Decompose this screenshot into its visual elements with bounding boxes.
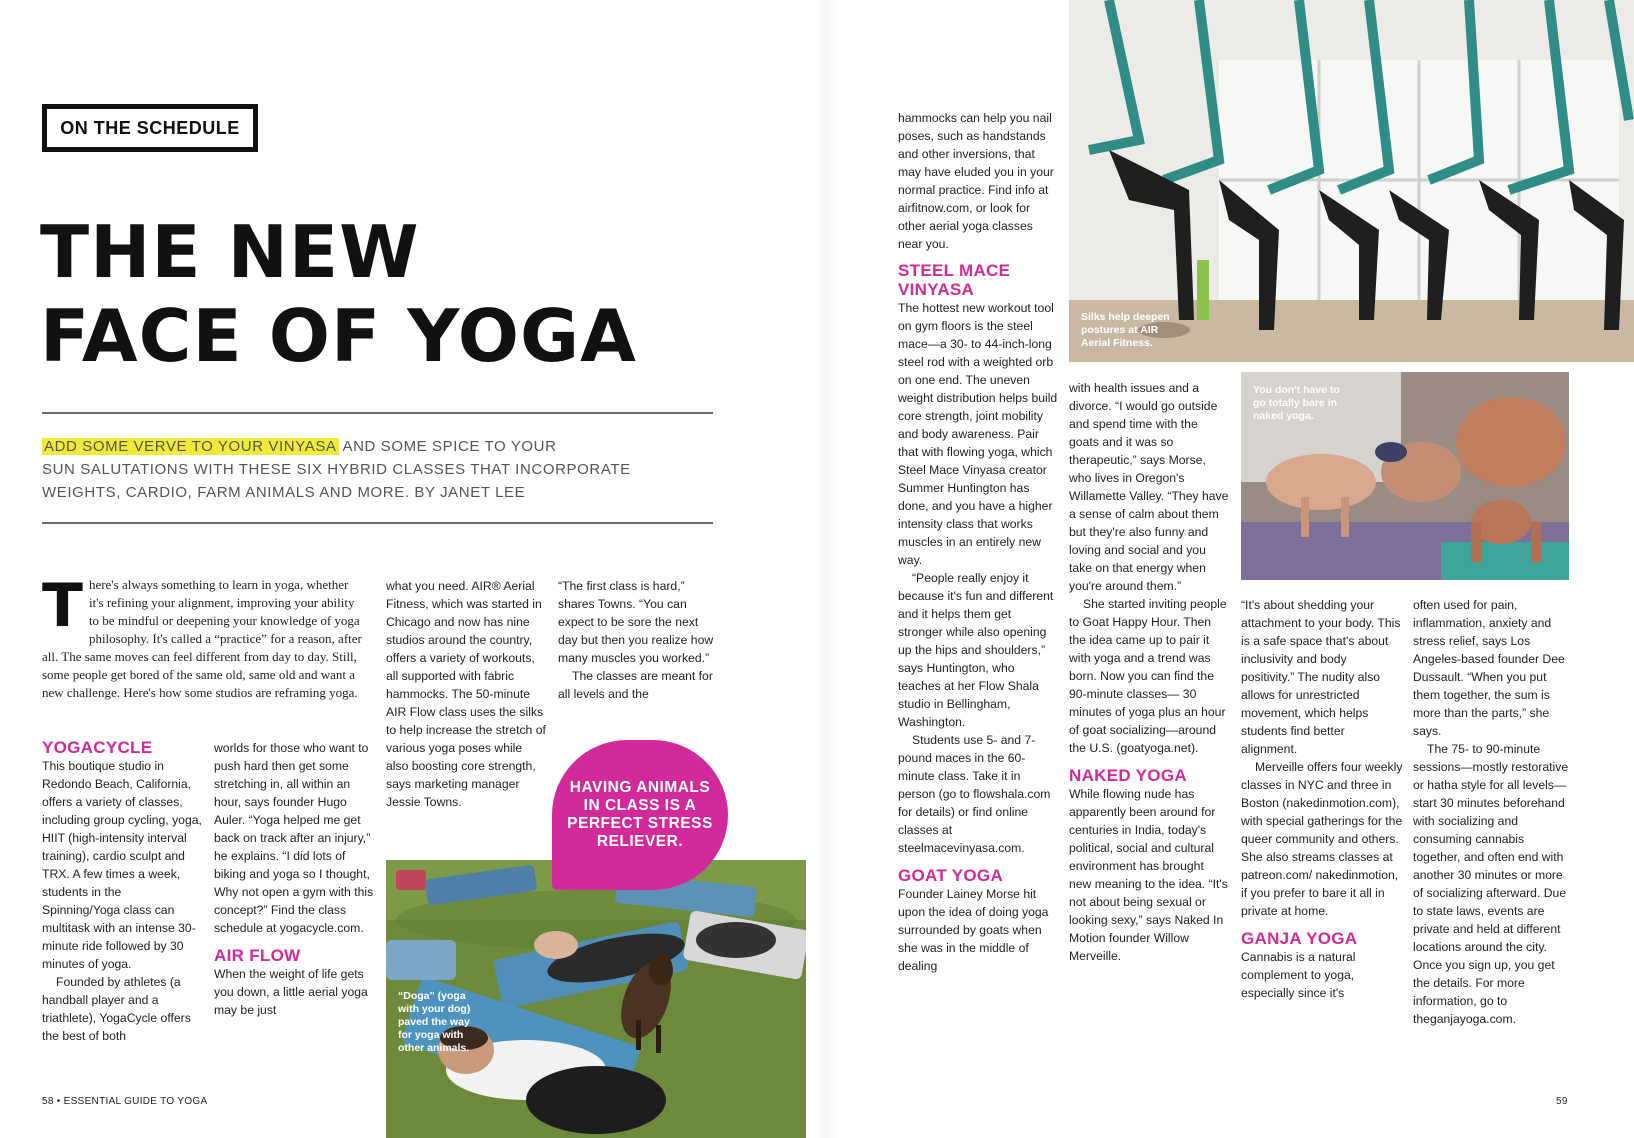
top-rule	[42, 412, 713, 414]
subhead-ganja-yoga: GANJA YOGA	[1241, 929, 1358, 948]
subhead-naked-yoga: NAKED YOGA	[1069, 766, 1187, 785]
left-folio: 58 • ESSENTIAL GUIDE TO YOGA	[42, 1096, 208, 1107]
headline-line-1: THE NEW	[40, 210, 420, 294]
goat-paragraph-1: Founder Lainey Morse hit upon the idea of doing yoga surrounded by goats when she was in the middle of dealing	[898, 887, 1049, 973]
left-column-2	[214, 739, 374, 1019]
deck-line-1: AND SOME SPICE TO YOUR	[338, 438, 557, 455]
subhead-yogacycle: YOGACYCLE	[42, 738, 153, 757]
airflow-paragraph-2: what you need. AIR® Aerial Fitness, which was started in Chicago and now has nine studios around the country, offers a variety of workouts, all supported with fabric hammocks. The 50-minute AIR Flow class uses the silks to help increase the stretch of various yoga poses while also boosting core strength, says marketing manager Jessie Towns.	[386, 579, 546, 809]
naked-paragraph-2: “It's about shedding your attachment to your body. This is a safe space that's about inclusivity and body positivity.” The nudity also allows for unrestricted movement, which helps students find better alignment.	[1241, 598, 1401, 756]
aerial-yoga-illustration	[1069, 0, 1634, 362]
steel-paragraph-1: The hottest new workout tool on gym floors is the steel mace—a 30- to 44-inch-long steel rod with a weighted orb on one end. The uneven weight distribution helps build core strength, joint mobility and body awareness. Pair that with flowing yoga, which Steel Mace Vinyasa creator Summer Huntington has done, and you have a higher intensity class that works muscles in an entirely new way.	[898, 301, 1058, 567]
naked-photo-caption: You don't have to go totally bare in naked yoga.	[1253, 384, 1340, 422]
yogacycle-paragraph-3: worlds for those who want to push hard then get some stretching in, all within an hour, says founder Hugo Auler. “Yoga helped me get back on track after an injury,” he explains. “I did lots of biking and yoga so I thought, Why not open a gym with this concept?” Find the class schedule at yogacycle.com.	[214, 741, 374, 935]
naked-paragraph-1: While flowing nude has apparently been around for centuries in India, today's political, social and cultural environment has brought new meaning to the idea. “It's not about being sexual or looking sexy,” says Naked In Motion founder Willow Merveille.	[1069, 787, 1228, 963]
right-column-2	[1069, 379, 1229, 965]
headline-line-2: FACE OF YOGA	[40, 294, 637, 378]
left-column-3	[386, 577, 546, 811]
right-column-4	[1413, 596, 1573, 1028]
deck-highlight: ADD SOME VERVE TO YOUR VINYASA	[44, 438, 337, 455]
left-column-1	[42, 738, 202, 1045]
yogacycle-paragraph-1: This boutique studio in Redondo Beach, California, offers a variety of classes, including group cycling, yoga, HIIT (high-intensity interval training), cardio sculpt and TRX. A few times a week, students in the Spinning/Yoga class can multitask with an intense 30-minute ride followed by 30 minutes of yoga.	[42, 759, 202, 971]
steel-paragraph-3: Students use 5- and 7-pound maces in the 60-minute class. Take it in person (go to flowshala.com for details) or find online classes at steelmacevinyasa.com.	[898, 733, 1051, 855]
goat-photo-caption: “Doga” (yoga with your dog) paved the way for yoga with other animals.	[398, 990, 471, 1054]
goat-yoga-photo	[386, 860, 806, 1138]
naked-yoga-photo	[1241, 372, 1569, 580]
right-column-1	[898, 109, 1058, 975]
subhead-air-flow: AIR FLOW	[214, 946, 301, 965]
right-column-3	[1241, 596, 1403, 1002]
bottom-rule	[42, 522, 713, 524]
airflow-paragraph-1: When the weight of life gets you down, a little aerial yoga may be just	[214, 967, 368, 1017]
goat-paragraph-2: with health issues and a divorce. “I would go outside and spend time with the goats and it was so therapeutic,” says Morse, who lives in Oregon's Willamette Valley. “They have a sense of calm about them but they're also funny and loving and social and you take on that energy when you're around them.”	[1069, 381, 1229, 593]
deck-byline: WEIGHTS, CARDIO, FARM ANIMALS AND MORE. BY JANET LEE	[42, 484, 526, 501]
yogacycle-paragraph-2: Founded by athletes (a handball player and a triathlete), YogaCycle offers the best of both	[42, 975, 191, 1043]
steel-paragraph-2: “People really enjoy it because it's fun and different and it helps them get stronger while also opening up the hips and shoulders,” says Huntington, who teaches at her Flow Shala studio in Bellingham, Washington.	[898, 571, 1054, 729]
subhead-steel-mace: STEEL MACE VINYASA	[898, 261, 1011, 299]
gutter	[816, 0, 836, 1138]
pull-quote: HAVING ANIMALS IN CLASS IS A PERFECT STRESS RELIEVER.	[552, 740, 728, 890]
right-folio: 59	[1556, 1096, 1568, 1107]
intro-text: here's always something to learn in yoga, whether it's refining your alignment, improving your ability to be mindful or deepening your knowledge of yoga philosophy. It's called a “practice” for a reason, after all. The same moves can feel different from day to day. Still, some people get bored of the same old, same old and want a new challenge. Here's how some studios are reframing yoga.	[42, 577, 362, 700]
aerial-yoga-photo	[1069, 0, 1634, 362]
subhead-goat-yoga: GOAT YOGA	[898, 866, 1004, 885]
left-column-4	[558, 577, 718, 703]
section-tag: ON THE SCHEDULE	[42, 104, 258, 152]
airflow-paragraph-4: The classes are meant for all levels and the	[558, 669, 713, 701]
deck-line-2: SUN SALUTATIONS WITH THESE SIX HYBRID CLASSES THAT INCORPORATE	[42, 461, 631, 478]
ganja-paragraph-3: The 75- to 90-minute sessions—mostly restorative or hatha style for all levels—start 30 minutes beforehand with socializing and consuming cannabis together, and often end with another 30 minutes or more of socializing afterward. Due to state laws, events are private and held at different locations around the city. Once you sign up, you get the details. For more information, go to theganjayoga.com.	[1413, 742, 1569, 1026]
airflow-paragraph-3: “The first class is hard,” shares Towns. “You can expect to be sore the next day but then you realize how many muscles you worked.”	[558, 579, 714, 665]
aerial-photo-caption: Silks help deepen postures at AIR Aerial Fitness.	[1081, 311, 1170, 349]
deck	[42, 435, 682, 504]
intro-paragraph	[42, 571, 366, 702]
naked-paragraph-3: Merveille offers four weekly classes in NYC and three in Boston (nakedinmotion.com), with special gatherings for the queer community and others. She also streams classes at patreon.com/ nakedinmotion, if you prefer to bare it all in private at home.	[1241, 760, 1403, 918]
headline	[40, 210, 637, 378]
drop-cap: T	[42, 571, 83, 641]
ganja-paragraph-1: Cannabis is a natural complement to yoga, especially since it's	[1241, 950, 1356, 1000]
goat-paragraph-3: She started inviting people to Goat Happy Hour. Then the idea came up to pair it with yoga and a trend was born. Now you can find the 90-minute classes— 30 minutes of yoga plus an hour of goat socializing—around the U.S. (goatyoga.net).	[1069, 597, 1227, 755]
ganja-paragraph-2: often used for pain, inflammation, anxiety and stress relief, says Los Angeles-based founder Dee Dussault. “When you put them together, the sum is more than the parts,” she says.	[1413, 598, 1565, 738]
airflow-paragraph-5: hammocks can help you nail poses, such as handstands and other inversions, that may have eluded you in your normal practice. Find info at airfitnow.com, or look for other aerial yoga classes near you.	[898, 111, 1054, 251]
